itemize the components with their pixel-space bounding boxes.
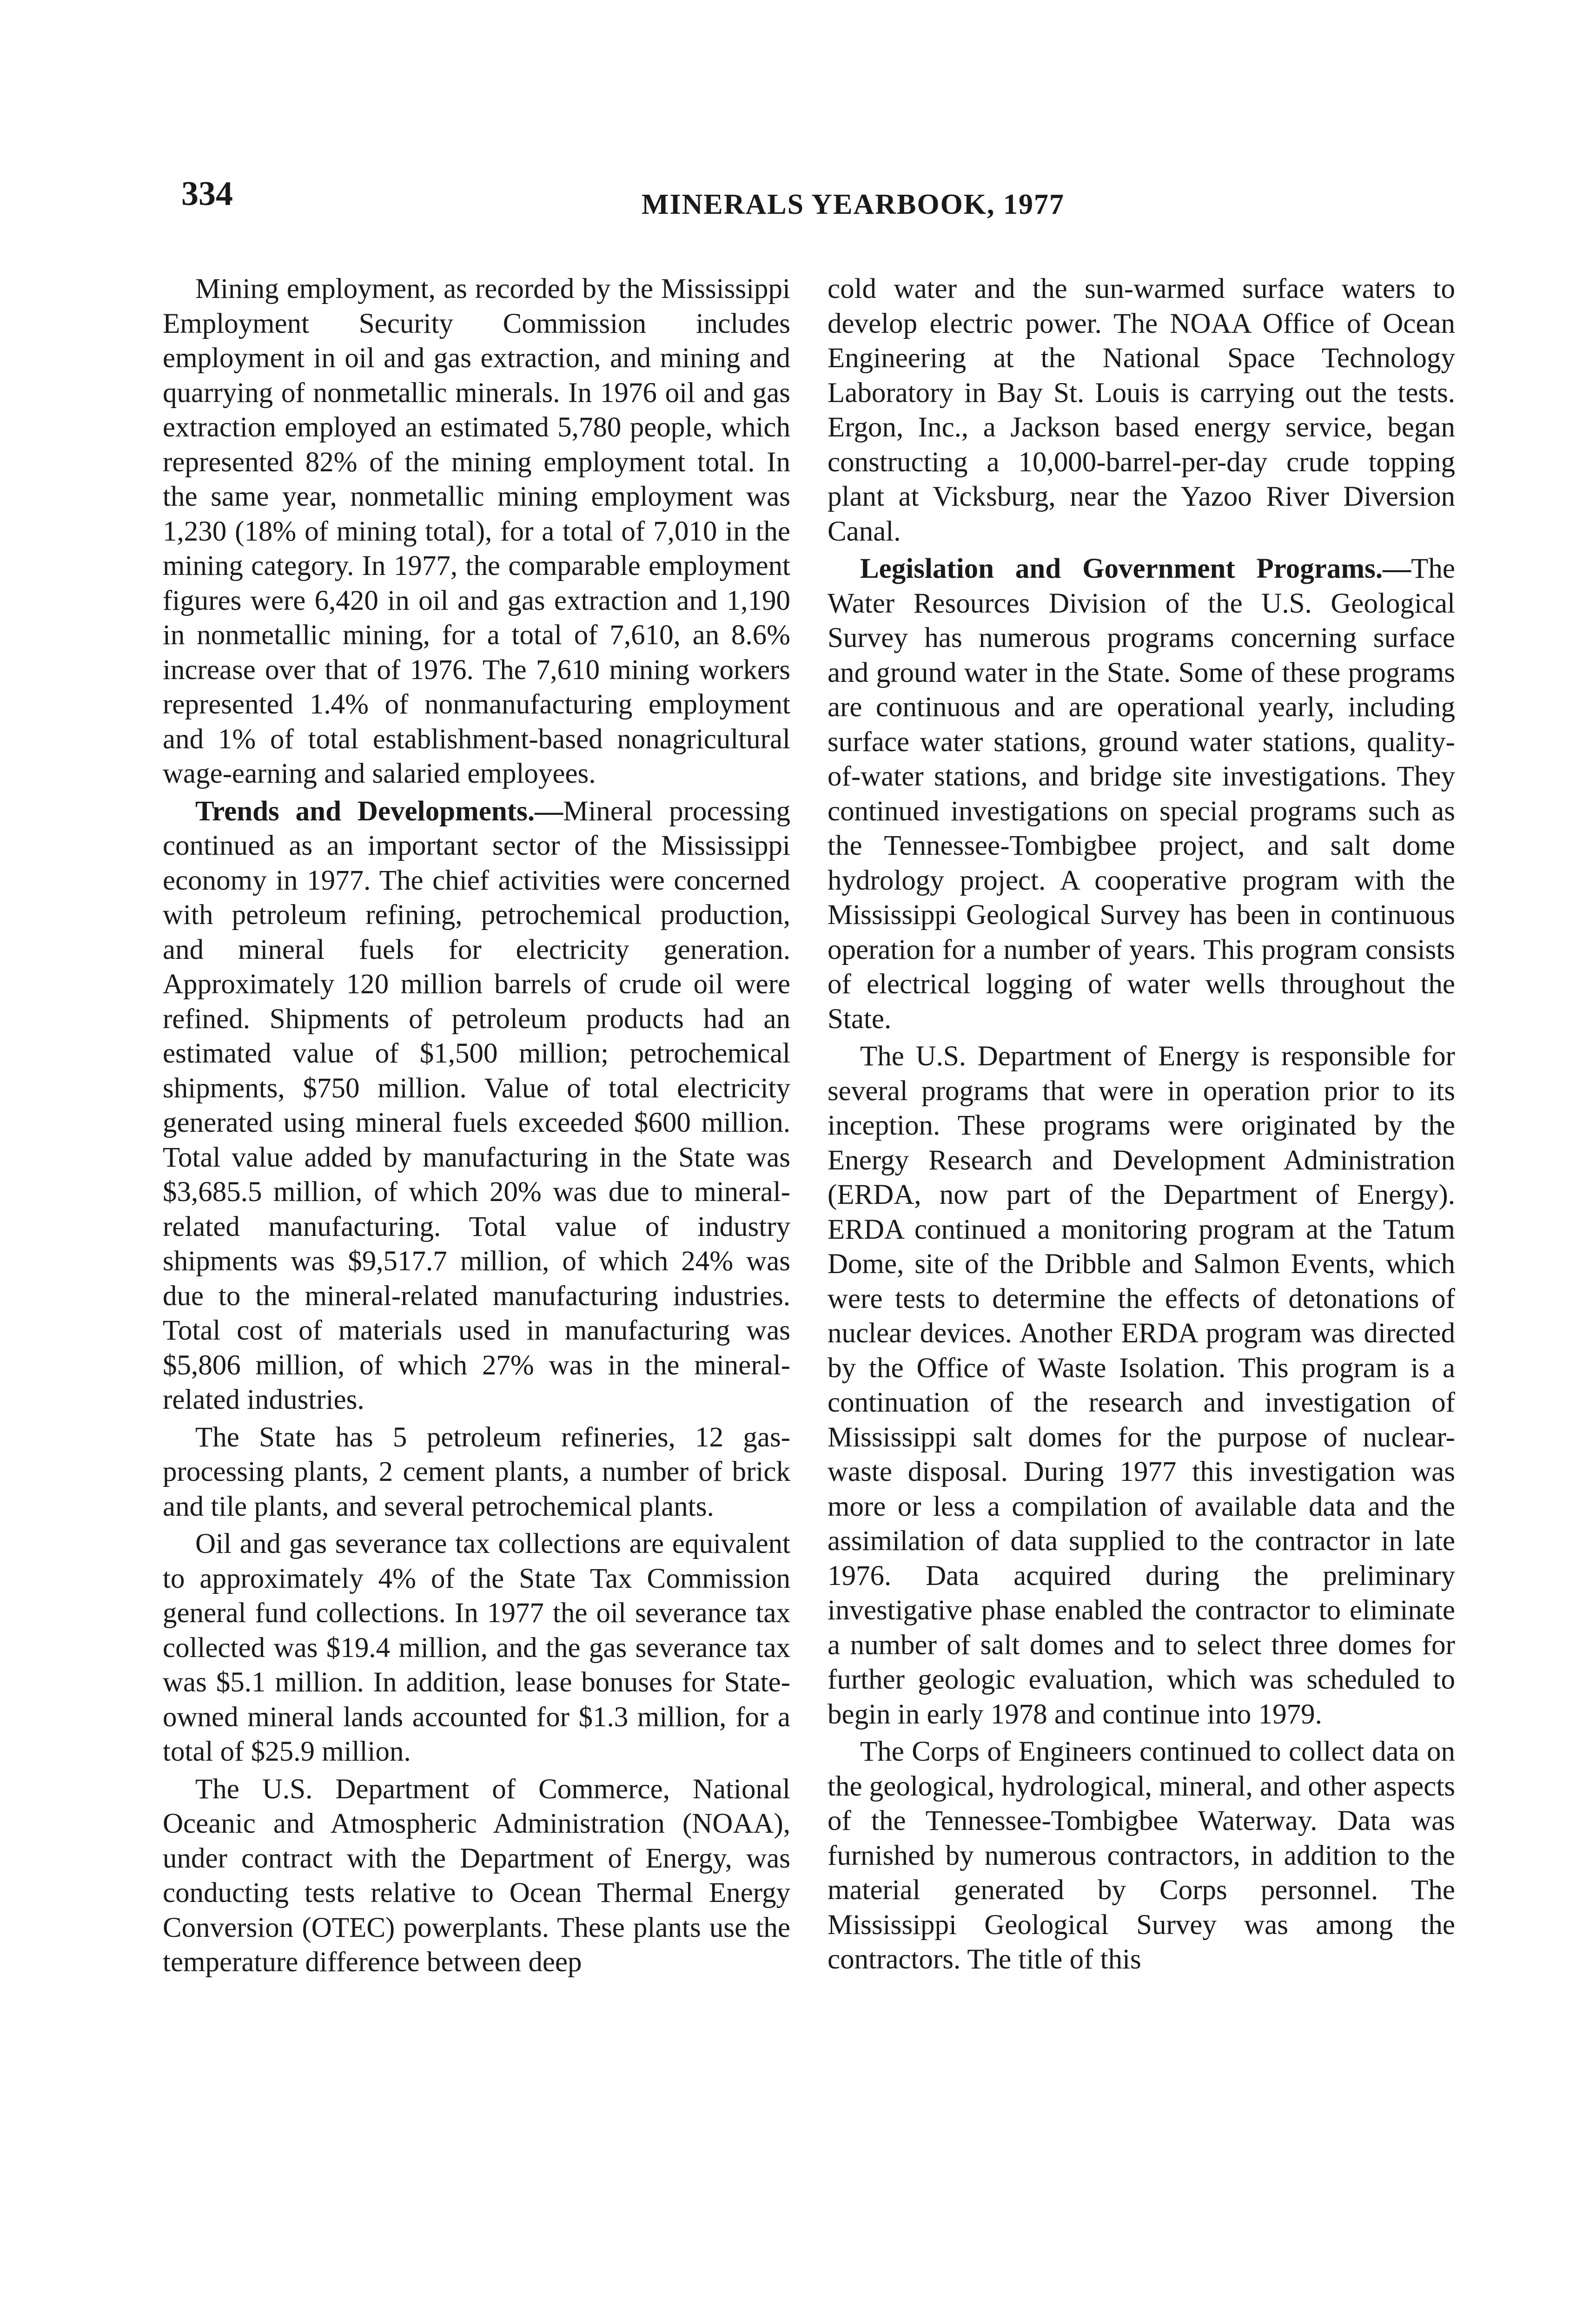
paragraph-noaa-otec: The U.S. Department of Commerce, National Oceanic and Atmospheric Administration (NOAA), under contract with the Department of Energy, was conducting tests relative to Ocean Thermal Energy Conversion (OTEC) powerplants. These plants use the temperature difference between deep <box>163 1773 790 1978</box>
right-column <box>828 272 1455 1980</box>
paragraph-trends-developments <box>163 794 790 1418</box>
running-head: MINERALS YEARBOOK, 1977 <box>641 189 1065 220</box>
paragraph-otec-continued: cold water and the sun-warmed surface waters to develop electric power. The NOAA Office of Ocean Engineering at the National Space Technology Laboratory in Bay St. Louis is carrying out the tests. Ergon, Inc., a Jackson based energy service, began constructing a 10,000-barrel-per-day crude topping plant at Vicksburg, near the Yazoo River Diversion Canal. <box>828 273 1455 547</box>
section-heading-legislation: Legislation and Government Programs.— <box>860 553 1411 584</box>
paragraph-state-plants: The State has 5 petroleum refineries, 12 gas-processing plants, 2 cement plants, a number of brick and tile plants, and several petrochemical plants. <box>163 1421 790 1522</box>
paragraph-legislation-text: The Water Resources Division of the U.S. Geological Survey has numerous programs concerning surface and ground water in the State. Some of these programs are continuous and are operational yearly, including surface water stations, ground water stations, quality-of-water stations, and bridge site investigations. They continued investigations on special programs such as the Tennessee-Tombigbee project, and salt dome hydrology project. A cooperative program with the Mississippi Geological Survey has been in continuous operation for a number of years. This program consists of electrical logging of water wells throughout the State. <box>828 553 1455 1035</box>
page-number: 334 <box>181 175 233 213</box>
section-heading-trends: Trends and Developments.— <box>195 795 563 827</box>
page-header <box>163 174 1413 225</box>
paragraph-trends-text: Mineral processing continued as an important sector of the Mississippi economy in 1977. The chief activities were concerned with petroleum refining, petrochemical production, and mineral fuels for electricity generation. Approximately 120 million barrels of crude oil were refined. Shipments of petroleum products had an estimated value of $1,500 million; petrochemical shipments, $750 million. Value of total electricity generated using mineral fuels exceeded $600 million. Total value added by manufacturing in the State was $3,685.5 million, of which 20% was due to mineral-related manufacturing. Total value of industry shipments was $9,517.7 million, of which 24% was due to the mineral-related manufacturing industries. Total cost of materials used in manufacturing was $5,806 million, of which 27% was in the mineral-related industries. <box>163 795 790 1415</box>
paragraph-department-energy: The U.S. Department of Energy is responsible for several programs that were in operation prior to its inception. These programs were originated by the Energy Research and Development Administration (ERDA, now part of the Department of Energy). ERDA continued a monitoring program at the Tatum Dome, site of the Dribble and Salmon Events, which were tests to determine the effects of detonations of nuclear devices. Another ERDA program was directed by the Office of Waste Isolation. This program is a continuation of the research and investigation of Mississippi salt domes for the purpose of nuclear-waste disposal. During 1977 this investigation was more or less a compilation of available data and the assimilation of data supplied to the contractor in late 1976. Data acquired during the preliminary investigative phase enabled the contractor to eliminate a number of salt domes and to select three domes for further geologic evaluation, which was scheduled to begin in early 1978 and continue into 1979. <box>828 1041 1455 1730</box>
left-column <box>163 272 790 1983</box>
paragraph-corps-engineers: The Corps of Engineers continued to collect data on the geological, hydrological, mineral, and other aspects of the Tennessee-Tombigbee Waterway. Data was furnished by numerous contractors, in addition to the material generated by Corps personnel. The Mississippi Geological Survey was among the contractors. The title of this <box>828 1736 1456 1975</box>
paragraph-legislation-programs <box>828 552 1455 1037</box>
paragraph-severance-tax: Oil and gas severance tax collections are equivalent to approximately 4% of the State Tax Commission general fund collections. In 1977 the oil severance tax collected was $19.4 million, and the gas severance tax was $5.1 million. In addition, lease bonuses for State-owned mineral lands accounted for $1.3 million, for a total of $25.9 million. <box>163 1528 790 1767</box>
paragraph-mining-employment: Mining employment, as recorded by the Mississippi Employment Security Commission includes employment in oil and gas extraction, and mining and quarrying of nonmetallic minerals. In 1976 oil and gas extraction employed an estimated 5,780 people, which represented 82% of the mining employment total. In the same year, nonmetallic mining employment was 1,230 (18% of mining total), for a total of 7,010 in the mining category. In 1977, the comparable employment figures were 6,420 in oil and gas extraction and 1,190 in nonmetallic mining, for a total of 7,610, an 8.6% increase over that of 1976. The 7,610 mining workers represented 1.4% of nonmanufacturing employment and 1% of total establishment-based nonagricultural wage-earning and salaried employees. <box>163 273 790 789</box>
